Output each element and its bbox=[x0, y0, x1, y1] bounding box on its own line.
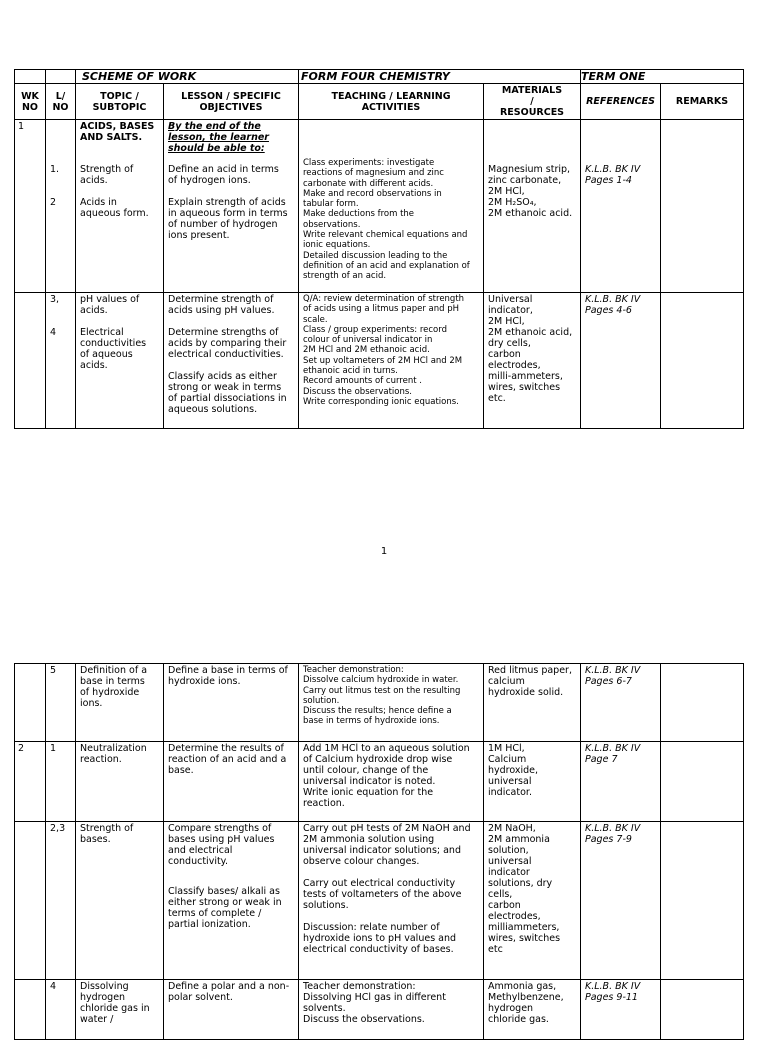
topic: pH values of acids. bbox=[80, 294, 140, 316]
topic: Acids in aqueous form. bbox=[80, 197, 149, 219]
references: K.L.B. BK IV Page 7 bbox=[581, 742, 661, 822]
table-row bbox=[15, 742, 744, 822]
remarks bbox=[661, 664, 744, 742]
lesson-number-cell bbox=[46, 293, 76, 429]
materials: Universal indicator, 2M HCl, 2M ethanoic acid, dry cells, carbon electrodes, milli-ammeters, wires, switches etc. bbox=[484, 293, 581, 429]
objective: Explain strength of acids in aqueous form in terms of number of hydrogen ions present. bbox=[168, 197, 288, 241]
header-topic: TOPIC / SUBTOPIC bbox=[76, 84, 164, 120]
materials: 2M NaOH, 2M ammonia solution, universal indicator solutions, dry cells, carbon electrodes, milliammeters, wires, switches etc bbox=[484, 822, 581, 980]
week-number bbox=[15, 980, 46, 1040]
objective: Define a base in terms of hydroxide ions. bbox=[164, 664, 299, 742]
scheme-table-page2 bbox=[14, 663, 744, 1040]
objective: Determine the results of reaction of an acid and a base. bbox=[164, 742, 299, 822]
objective: Compare strengths of bases using pH values and electrical conductivity. bbox=[168, 823, 275, 867]
materials: Red litmus paper, calcium hydroxide solid. bbox=[484, 664, 581, 742]
title-term-one: TERM ONE bbox=[581, 70, 744, 84]
header-wk-no: WK NO bbox=[15, 84, 46, 120]
table-row bbox=[15, 664, 744, 742]
header-row bbox=[15, 84, 744, 120]
lesson-objectives-cell bbox=[164, 293, 299, 429]
references: K.L.B. BK IV Pages 4-6 bbox=[581, 293, 661, 429]
topic-heading: ACIDS, BASES AND SALTS. bbox=[80, 121, 155, 143]
activities: Carry out pH tests of 2M NaOH and 2M ammonia solution using universal indicator solutions; and observe colour changes. bbox=[303, 823, 471, 867]
title-scheme-of-work: SCHEME OF WORK bbox=[76, 70, 299, 84]
week-number: 2 bbox=[15, 742, 46, 822]
activities: Discussion: relate number of hydroxide ions to pH values and electrical conductivity of bases. bbox=[303, 922, 457, 955]
remarks bbox=[661, 822, 744, 980]
activities: Add 1M HCl to an aqueous solution of Calcium hydroxide drop wise until colour, change of the universal indicator is noted. Write ionic equation for the reaction. bbox=[299, 742, 484, 822]
remarks bbox=[661, 742, 744, 822]
lesson-number: 2,3 bbox=[46, 822, 76, 980]
references: K.L.B. BK IV Pages 9-11 bbox=[581, 980, 661, 1040]
materials: Magnesium strip, zinc carbonate, 2M HCl, 2M H₂SO₄, 2M ethanoic acid. bbox=[484, 120, 581, 293]
header-references: REFERENCES bbox=[581, 84, 661, 120]
lesson-number: 4 bbox=[50, 327, 57, 338]
references: K.L.B. BK IV Pages 1-4 bbox=[581, 120, 661, 293]
objective: Classify bases/ alkali as either strong or weak in terms of complete / partial ionization. bbox=[168, 886, 282, 930]
week-number: 1 bbox=[15, 120, 46, 293]
header-lesson-objectives: LESSON / SPECIFIC OBJECTIVES bbox=[164, 84, 299, 120]
topic: Dissolving hydrogen chloride gas in water / bbox=[76, 980, 164, 1040]
scheme-table-page1 bbox=[14, 69, 744, 429]
title-row bbox=[15, 70, 744, 84]
week-number bbox=[15, 822, 46, 980]
objective: Determine strength of acids using pH values. bbox=[168, 294, 275, 316]
topic-cell bbox=[76, 120, 164, 293]
objective: Define a polar and a non- polar solvent. bbox=[164, 980, 299, 1040]
activities: Q/A: review determination of strength of acids using a litmus paper and pH scale. Class / group experiments: record colour of universal indicator in 2M HCl and 2M ethanoic acid. Set up voltameters of 2M HCl and 2M ethanoic acid in turns. Record amounts of current . Discuss the observations. Write corresponding ionic equations. bbox=[299, 293, 484, 429]
page-number: 1 bbox=[380, 546, 388, 557]
header-materials: MATERIALS / RESOURCES bbox=[484, 84, 581, 120]
activities-cell bbox=[299, 822, 484, 980]
remarks bbox=[661, 293, 744, 429]
lesson-number: 2 bbox=[50, 197, 57, 208]
table-row bbox=[15, 120, 744, 293]
lesson-number-cell bbox=[46, 120, 76, 293]
topic: Definition of a base in terms of hydroxide ions. bbox=[76, 664, 164, 742]
topic: Electrical conductivities of aqueous acids. bbox=[80, 327, 147, 371]
header-remarks: REMARKS bbox=[661, 84, 744, 120]
materials: Ammonia gas, Methylbenzene, hydrogen chloride gas. bbox=[484, 980, 581, 1040]
table-row bbox=[15, 980, 744, 1040]
objective: Classify acids as either strong or weak in terms of partial dissociations in aqueous solutions. bbox=[168, 371, 287, 415]
activities: Class experiments: investigate reactions of magnesium and zinc carbonate with different acids. Make and record observations in tabular form. Make deductions from the observations. Write relevant chemical equations and ionic equations. Detailed discussion leading to the definition of an acid and explanation of strength of an acid. bbox=[299, 120, 484, 293]
lesson-number: 4 bbox=[46, 980, 76, 1040]
lesson-number: 1 bbox=[46, 742, 76, 822]
references: K.L.B. BK IV Pages 6-7 bbox=[581, 664, 661, 742]
lesson-objectives-cell bbox=[164, 120, 299, 293]
activities: Teacher demonstration: Dissolving HCl gas in different solvents. Discuss the observations. bbox=[299, 980, 484, 1040]
topic-cell bbox=[76, 293, 164, 429]
remarks bbox=[661, 980, 744, 1040]
title-form-four-chemistry: FORM FOUR CHEMISTRY bbox=[299, 70, 581, 84]
objective: Determine strengths of acids by comparing their electrical conductivities. bbox=[168, 327, 287, 360]
lesson-number: 5 bbox=[46, 664, 76, 742]
table-row bbox=[15, 293, 744, 429]
materials: 1M HCl, Calcium hydroxide, universal indicator. bbox=[484, 742, 581, 822]
week-number bbox=[15, 664, 46, 742]
topic: Strength of acids. bbox=[80, 164, 134, 186]
header-l-no: L/ NO bbox=[46, 84, 76, 120]
activities: Teacher demonstration: Dissolve calcium hydroxide in water. Carry out litmus test on the resulting solution. Discuss the results; hence define a base in terms of hydroxide ions. bbox=[299, 664, 484, 742]
activities: Carry out electrical conductivity tests of voltameters of the above solutions. bbox=[303, 878, 462, 911]
header-teaching-activities: TEACHING / LEARNING ACTIVITIES bbox=[299, 84, 484, 120]
remarks bbox=[661, 120, 744, 293]
topic: Strength of bases. bbox=[76, 822, 164, 980]
objective: Define an acid in terms of hydrogen ions. bbox=[168, 164, 279, 186]
references: K.L.B. BK IV Pages 7-9 bbox=[581, 822, 661, 980]
lesson-number: 3, bbox=[50, 294, 60, 305]
table-row bbox=[15, 822, 744, 980]
lesson-objectives-cell bbox=[164, 822, 299, 980]
objectives-intro: By the end of the lesson, the learner should be able to: bbox=[168, 121, 269, 154]
topic: Neutralization reaction. bbox=[76, 742, 164, 822]
lesson-number: 1. bbox=[50, 164, 60, 175]
